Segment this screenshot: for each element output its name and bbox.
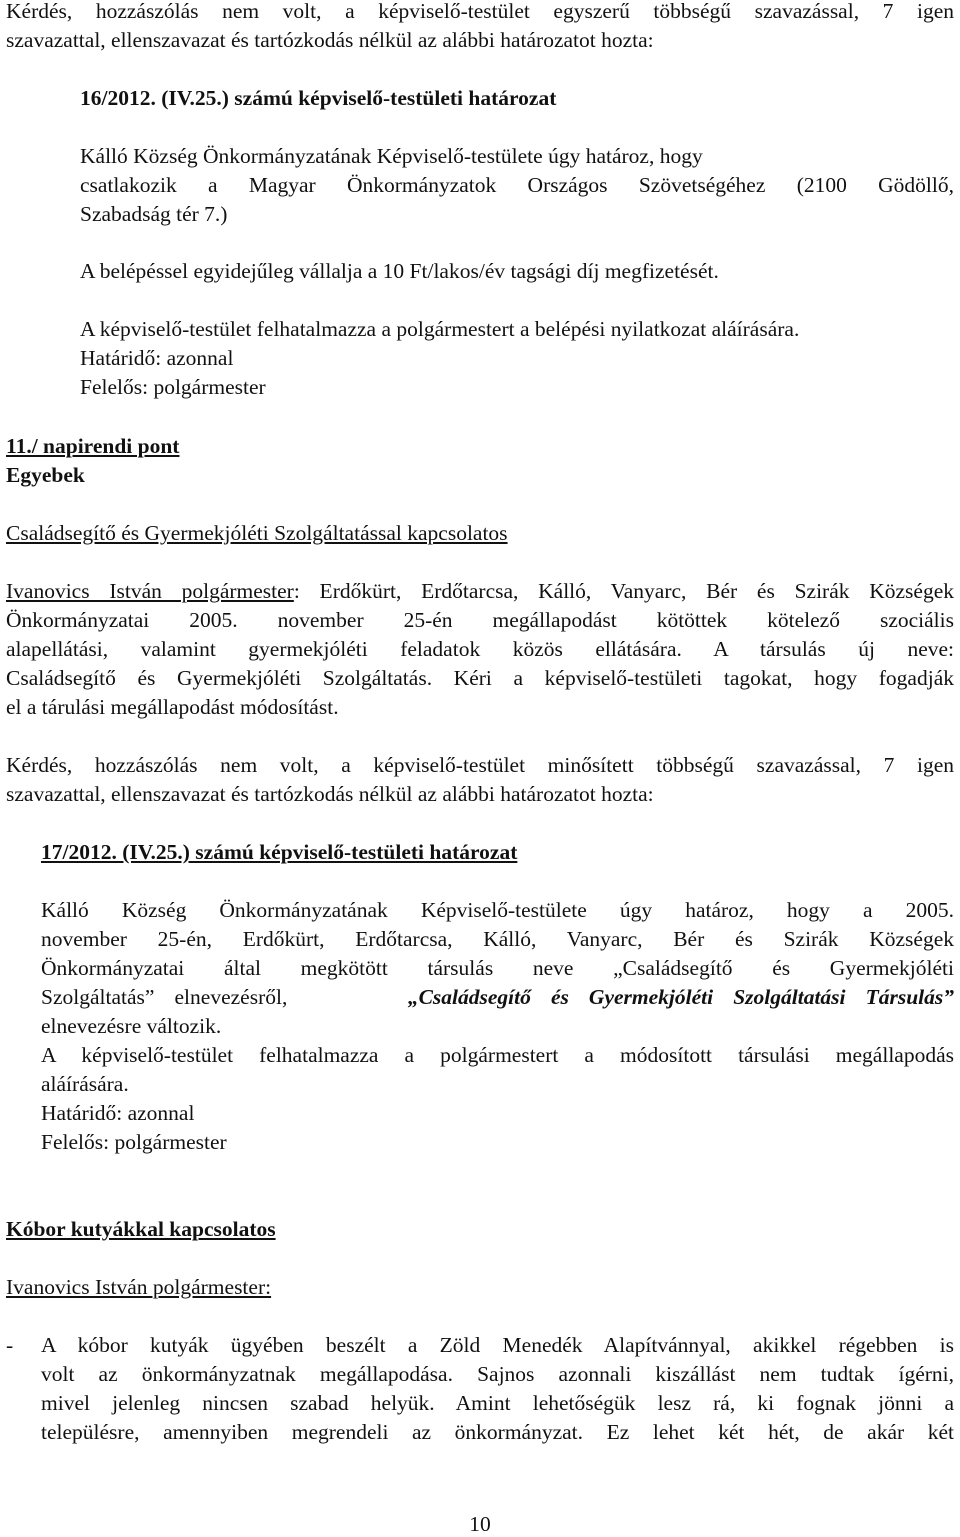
resolution-17-line-6: A képviselő-testület felhatalmazza a polgármestert a módosított társulási megállapodás [41, 1043, 954, 1067]
agenda-title: Egyebek [6, 463, 85, 487]
stray-dogs-line-4: településre, amennyiben megrendeli az önkormányzat. Ez lehet két hét, de akár két [41, 1420, 954, 1444]
speaker-colon: : [293, 579, 300, 603]
resolution-16-authorization: A képviselő-testület felhatalmazza a polgármestert a belépési nyilatkozat aláírására. [80, 317, 800, 341]
stray-dogs-line-1: A kóbor kutyák ügyében beszélt a Zöld Menedék Alapítvánnyal, akikkel régebben is [41, 1333, 954, 1357]
resolution-16-title [80, 84, 954, 113]
family-services-line-4: Családsegítő és Gyermekjóléti Szolgáltatás. Kéri a képviselő-testületi tagokat, hogy fogadják [6, 666, 954, 690]
resolution-17-line-2: november 25-én, Erdőkürt, Erdőtarcsa, Kálló, Vanyarc, Bér és Szirák Községek [41, 927, 954, 951]
resolution-17-line-4 [41, 983, 954, 1012]
stray-dogs-speaker-text: Ivanovics István polgármester: [6, 1275, 272, 1299]
resolution-17-line-4-start: Szolgáltatás” elnevezésről, [41, 985, 288, 1009]
resolution-16-title-text: 16/2012. (IV.25.) számú képviselő-testületi határozat [80, 86, 557, 110]
new-association-name: „Családsegítő és Gyermekjóléti Szolgáltatási Társulás” [407, 985, 954, 1009]
resolution-16-fee-text: A belépéssel egyidejűleg vállalja a 10 Ft/lakos/év tagsági díj megfizetését. [80, 259, 719, 283]
stray-dogs-line-3: mivel jelenleg nincsen szabad helyük. Amint lehetőségük lesz rá, ki fognak jönni a [41, 1391, 954, 1415]
resolution-17-responsible: Felelős: polgármester [41, 1130, 227, 1154]
resolution-17-line-5: elnevezésre változik. [41, 1014, 222, 1038]
speaker-name: Ivanovics István polgármester [6, 579, 294, 603]
resolution-17-deadline: Határidő: azonnal [41, 1101, 195, 1125]
resolution-17-line-7: aláírására. [41, 1072, 129, 1096]
family-services-line-1 [6, 577, 954, 606]
vote-statement-line-1: Kérdés, hozzászólás nem volt, a képviselő-testület egyszerű többségű szavazással, 7 igen [6, 0, 954, 23]
agenda-number [6, 432, 954, 461]
vote-statement-2-line-2: szavazattal, ellenszavazat és tartózkodás nélkül az alábbi határozatot hozta: [6, 782, 654, 806]
family-services-line-3: alapellátási, valamint gyermekjóléti feladatok közös ellátására. A társulás új neve: [6, 637, 954, 661]
resolution-16-text-line-3: Szabadság tér 7.) [80, 202, 228, 226]
stray-dogs-line-2: volt az önkormányzatnak megállapodása. Sajnos azonnali kiszállást nem tudtak ígérni, [41, 1362, 954, 1386]
resolution-17-line-3: Önkormányzatai által megkötött társulás neve „Családsegítő és Gyermekjóléti [41, 956, 954, 980]
stray-dogs-speaker [6, 1273, 954, 1302]
family-services-line-2: Önkormányzatai 2005. november 25-én megállapodást kötöttek kötelező szociális [6, 608, 954, 632]
resolution-16-deadline: Határidő: azonnal [80, 346, 234, 370]
vote-statement-2-line-1: Kérdés, hozzászólás nem volt, a képviselő-testület minősített többségű szavazással, 7 igen [6, 753, 954, 777]
resolution-17-title [41, 838, 954, 867]
resolution-17-title-text: 17/2012. (IV.25.) számú képviselő-testületi határozat [41, 840, 518, 864]
resolution-17-line-1: Kálló Község Önkormányzatának Képviselő-testülete úgy határoz, hogy a 2005. [41, 898, 954, 922]
family-services-heading-text: Családsegítő és Gyermekjóléti Szolgáltatással kapcsolatos [6, 521, 508, 545]
stray-dogs-heading-text: Kóbor kutyákkal kapcsolatos [6, 1217, 276, 1241]
family-services-heading [6, 519, 954, 548]
resolution-16-responsible: Felelős: polgármester [80, 375, 266, 399]
family-services-line-1-rest: Erdőkürt, Erdőtarcsa, Kálló, Vanyarc, Bér és Szirák Községek [299, 579, 954, 603]
page-number: 10 [469, 1512, 491, 1536]
family-services-line-5: el a tárulási megállapodást módosítást. [6, 695, 339, 719]
bullet-dash: - [6, 1333, 14, 1357]
stray-dogs-heading [6, 1215, 954, 1244]
resolution-16-text-line-2: csatlakozik a Magyar Önkormányzatok Országos Szövetségéhez (2100 Gödöllő, [80, 173, 954, 197]
agenda-number-text: 11./ napirendi pont [6, 434, 180, 458]
resolution-16-text-line-1: Kálló Község Önkormányzatának Képviselő-testülete úgy határoz, hogy [80, 144, 703, 168]
vote-statement-line-2: szavazattal, ellenszavazat és tartózkodás nélkül az alábbi határozatot hozta: [6, 28, 654, 52]
